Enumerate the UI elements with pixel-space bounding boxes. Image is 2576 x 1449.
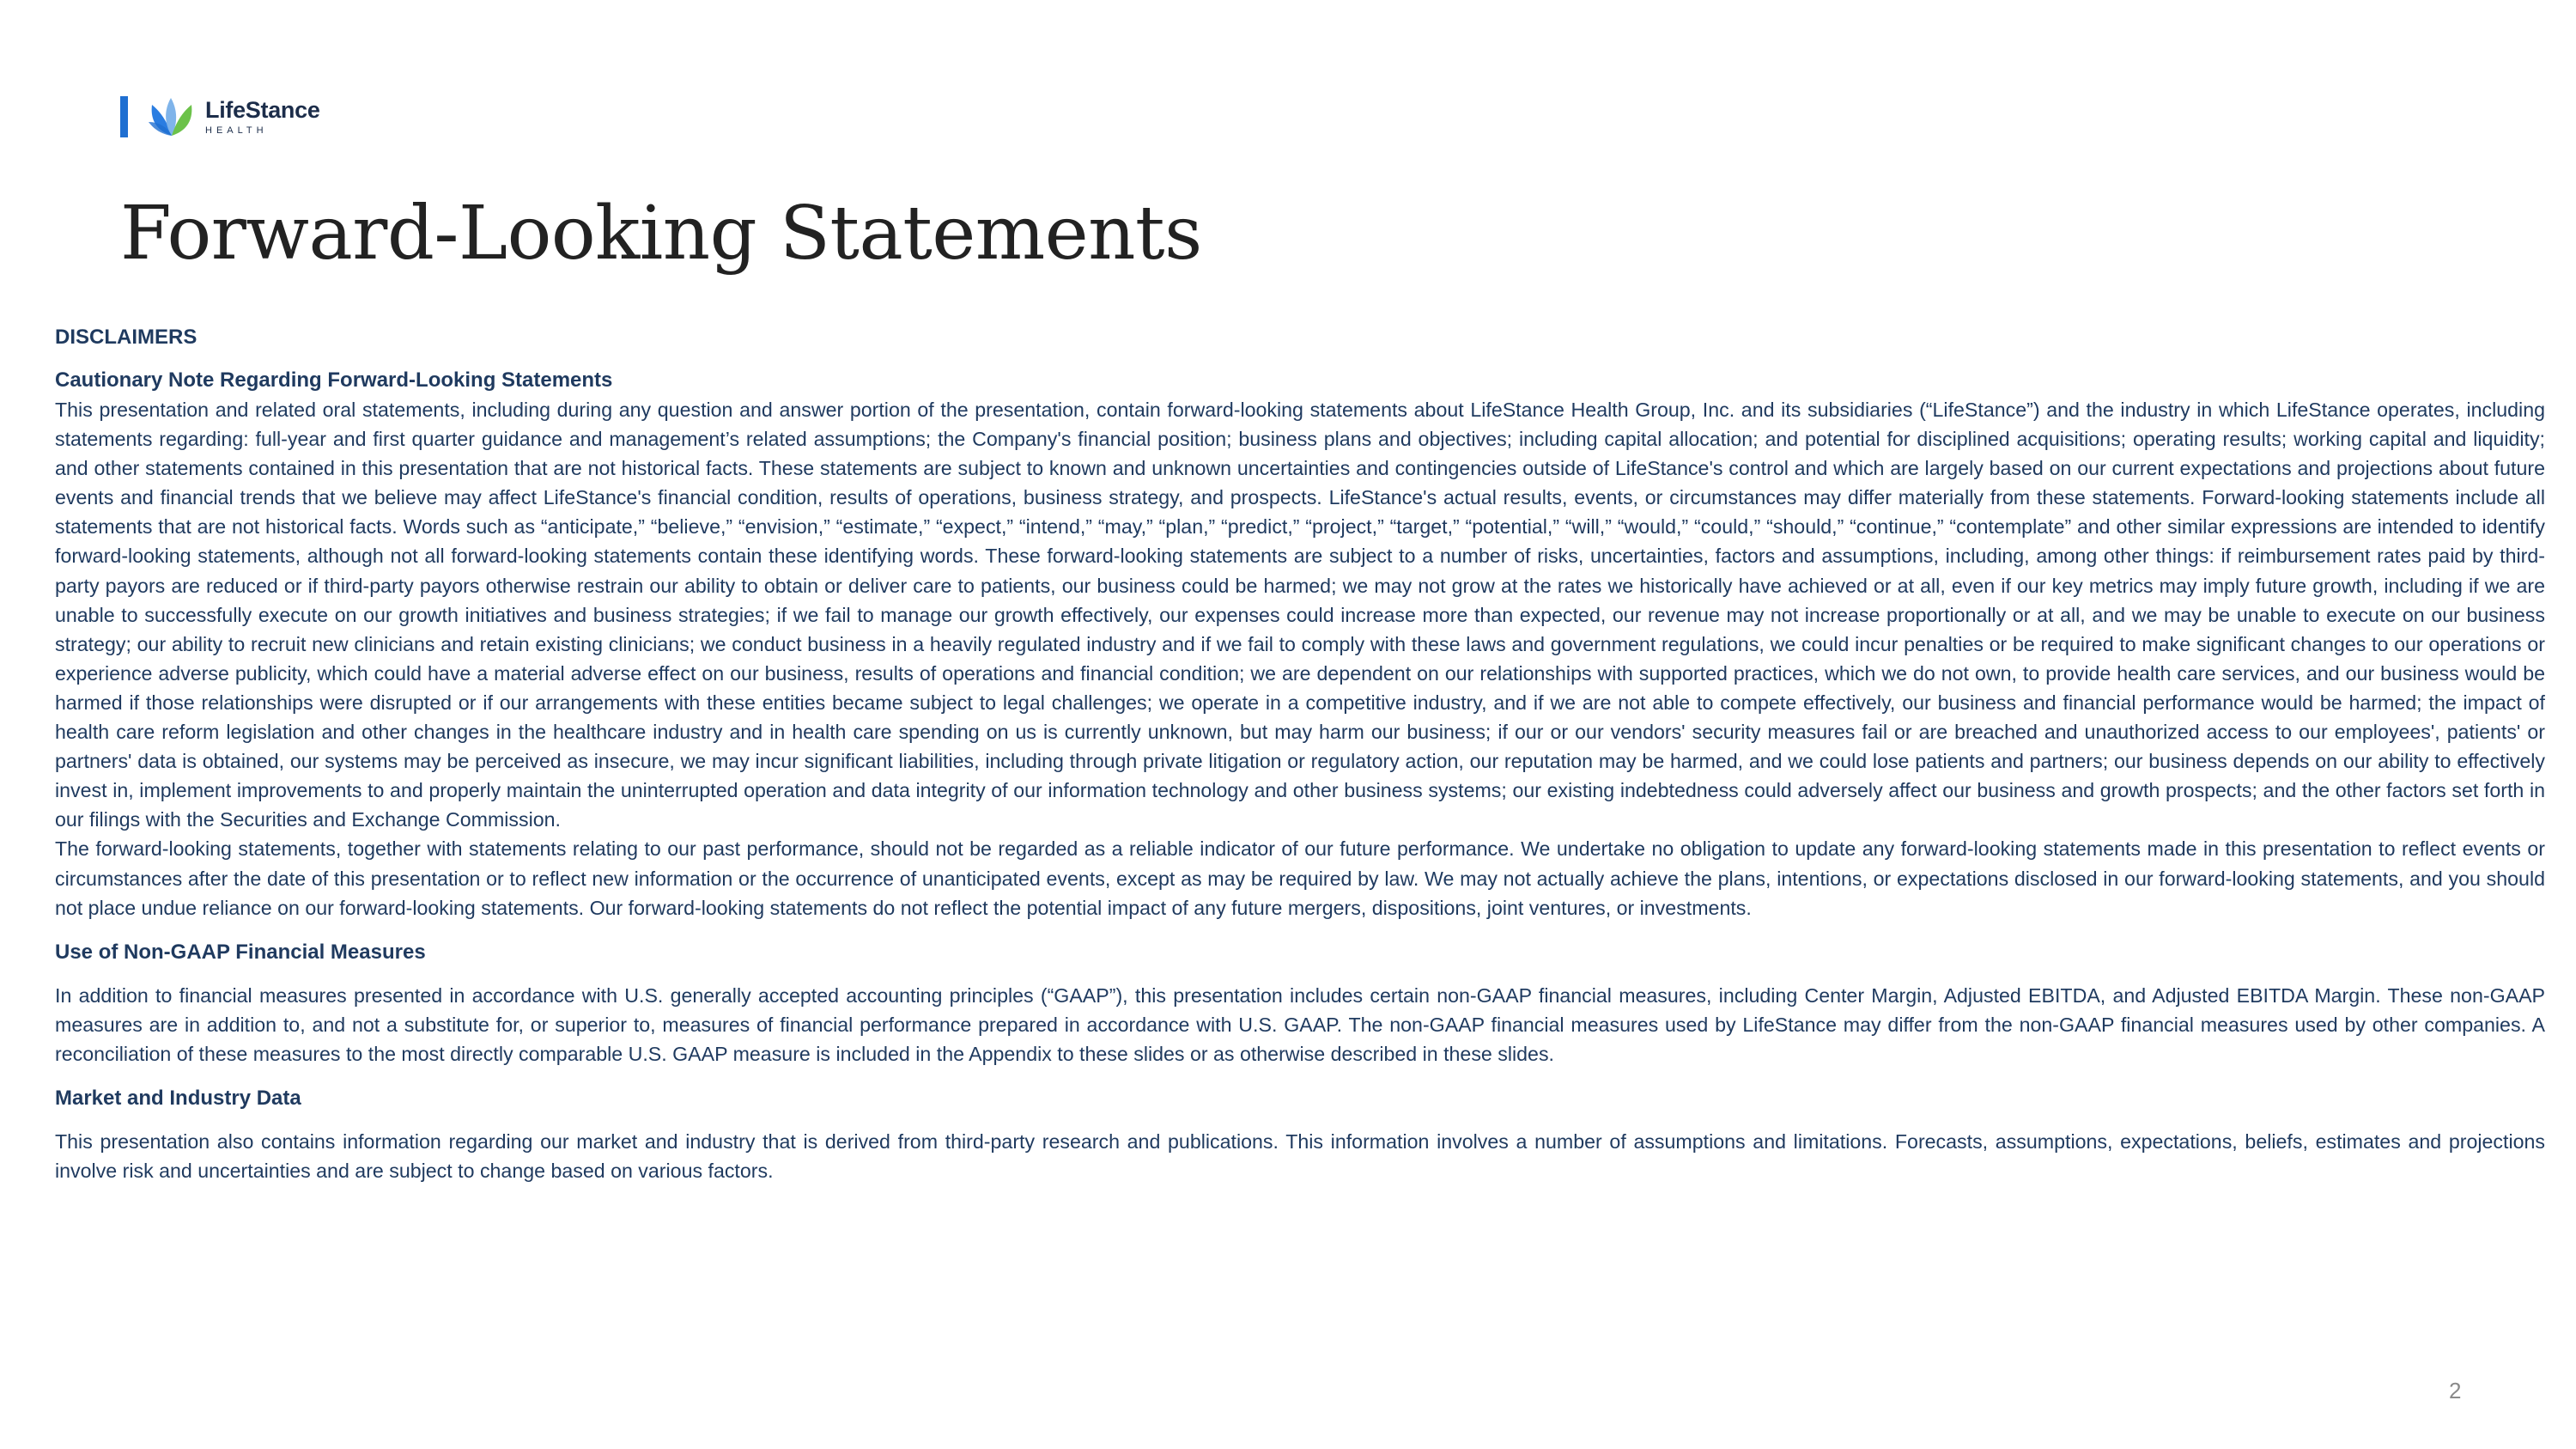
cautionary-paragraph-2: The forward-looking statements, together with statements relating to our past performance, should not be regarded as a reliable indicator of our future performance. We undertake no obligation to update any forward-looking statements made in this presentation to reflect events or circumstances after the date of this presentation or to reflect new information or the occurrence of unanticipated events, except as may be required by law. We may not actually achieve the plans, intentions, or expectations disclosed in our forward-looking statements, and you should not place undue reliance on our forward-looking statements. Our forward-looking statements do not reflect the potential impact of any future mergers, dispositions, joint ventures, or investments. — [55, 837, 2545, 919]
cautionary-paragraph-1: This presentation and related oral statements, including during any question and answer portion of the presentation, contain forward-looking statements about LifeStance Health Group, Inc. and its subsidiaries (“LifeStance”) and the industry in which LifeStance operates, including statements regarding: full-year and first quarter guidance and management’s related assumptions; the Company's financial position; business plans and objectives; including capital allocation; and potential for disciplined acquisitions; operating results; working capital and liquidity; and other statements contained in this presentation that are not historical facts. These statements are subject to known and unknown uncertainties and contingencies outside of LifeStance's control and which are largely based on our current expectations and projections about future events and financial trends that we believe may affect LifeStance's financial condition, results of operations, business strategy, and prospects. LifeStance's actual results, events, or circumstances may differ materially from these statements. Forward-looking statements include all statements that are not historical facts. Words such as “anticipate,” “believe,” “envision,” “estimate,” “expect,” “intend,” “may,” “plan,” “predict,” “project,” “target,” “potential,” “will,” “would,” “could,” “should,” “continue,” “contemplate” and other similar expressions are intended to identify forward-looking statements, although not all forward-looking statements contain these identifying words. These forward-looking statements are subject to a number of risks, uncertainties, factors and assumptions, including, among other things: if reimbursement rates paid by third-party payors are reduced or if third-party payors otherwise restrain our ability to obtain or deliver care to patients, our business could be harmed; we may not grow at the rates we historically have achieved or at all, even if our key metrics may imply future growth, including if we are unable to successfully execute on our growth initiatives and business strategies; if we fail to manage our growth effectively, our expenses could increase more than expected, our revenue may not increase proportionally or at all, and we may be unable to execute on our business strategy; our ability to recruit new clinicians and retain existing clinicians; we conduct business in a heavily regulated industry and if we fail to comply with these laws and government regulations, we could incur penalties or be required to make significant changes to our operations or experience adverse publicity, which could have a material adverse effect on our business, results of operations and financial condition; we are dependent on our relationships with supported practices, which we do not own, to provide health care services, and our business would be harmed if those relationships were disrupted or if our arrangements with these entities became subject to legal challenges; we operate in a competitive industry, and if we are not able to compete effectively, our business and financial performance would be harmed; the impact of health care reform legislation and other changes in the healthcare industry and in health care spending on us is currently unknown, but may harm our business; if our or our vendors' security measures fail or are breached and unauthorized access to our employees', patients' or partners' data is obtained, our systems may be perceived as insecure, we may incur significant liabilities, including through private litigation or regulatory action, our reputation may be harmed, and we could lose patients and partners; our business depends on our ability to effectively invest in, implement improvements to and properly maintain the uninterrupted operation and data integrity of our information technology and other business systems; our existing indebtedness could adversely affect our business and growth prospects; and the other factors set forth in our filings with the Securities and Exchange Commission. — [55, 399, 2545, 831]
logo-subtitle: HEALTH — [205, 125, 268, 136]
cautionary-note-heading: Cautionary Note Regarding Forward-Looking Statements — [55, 368, 613, 392]
market-data-paragraph: This presentation also contains information regarding our market and industry that is derived from third-party research and publications. This information involves a number of assumptions and limitations. Forecasts, assumptions, expectations, beliefs, estimates and projections involve risk and uncertainties and are subject to change based on various factors. — [55, 1129, 2545, 1183]
page-number: 2 — [2449, 1378, 2462, 1403]
page-title: Forward-Looking Statements — [120, 191, 1202, 277]
disclaimer-content — [55, 323, 2545, 1185]
lifestance-leaf-icon — [147, 93, 197, 141]
market-data-heading: Market and Industry Data — [55, 1086, 301, 1110]
company-logo — [120, 93, 320, 141]
non-gaap-heading: Use of Non-GAAP Financial Measures — [55, 940, 426, 964]
logo-accent-bar — [120, 96, 128, 137]
non-gaap-paragraph: In addition to financial measures presented in accordance with U.S. generally accepted accounting principles (“GAAP”), this presentation includes certain non-GAAP financial measures, including Center Margin, Adjusted EBITDA, and Adjusted EBITDA Margin. These non-GAAP measures are in addition to, and not a substitute for, or superior to, measures of financial performance prepared in accordance with U.S. GAAP. The non-GAAP financial measures used by LifeStance may differ from the non-GAAP financial measures used by other companies. A reconciliation of these measures to the most directly comparable U.S. GAAP measure is included in the Appendix to these slides or as otherwise described in these slides. — [55, 983, 2545, 1065]
disclaimers-heading: DISCLAIMERS — [55, 326, 197, 349]
logo-name: LifeStance — [205, 96, 320, 123]
